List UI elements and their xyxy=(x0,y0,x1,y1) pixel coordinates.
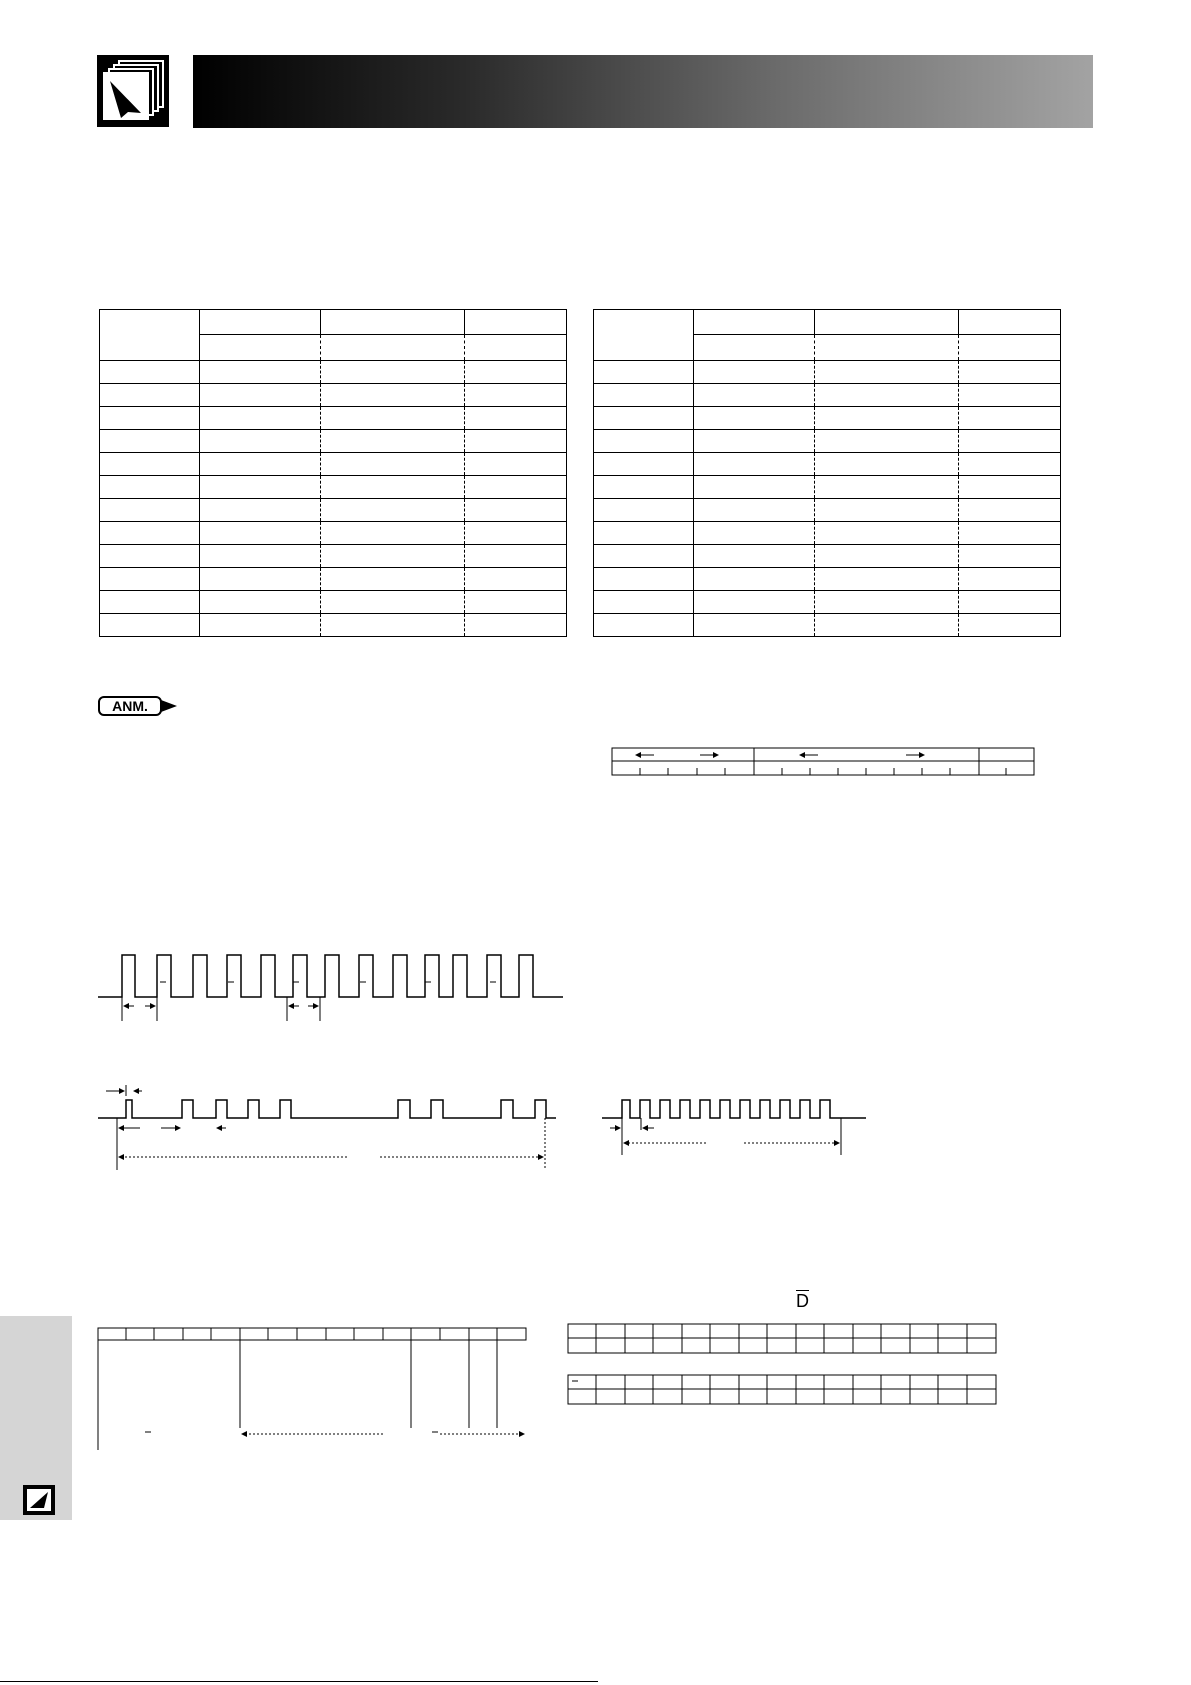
frame-waveform-left xyxy=(98,1085,556,1170)
bit-field-strip xyxy=(612,748,1034,775)
d-bar-label: $\overline{D}$ xyxy=(796,1291,809,1311)
anm-label: ANM. xyxy=(112,698,148,714)
data-bit-grid-d-bar xyxy=(568,1375,996,1404)
data-bit-grid-d xyxy=(568,1324,996,1353)
pulse-train-waveform xyxy=(98,955,563,1021)
bit-frame-grid xyxy=(98,1328,526,1450)
projector-screen-icon xyxy=(22,1484,56,1516)
frame-waveform-right xyxy=(602,1100,866,1155)
footer-rule xyxy=(0,1681,598,1682)
